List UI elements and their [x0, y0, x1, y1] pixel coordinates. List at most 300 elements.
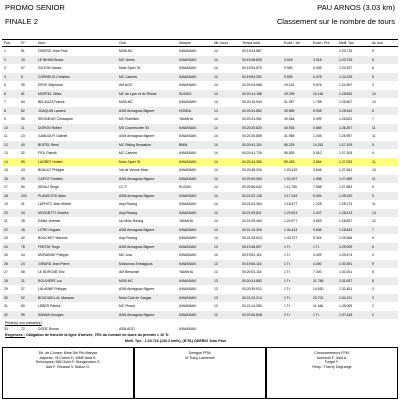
timekeepers-label: Chronometreurs FFM:: [314, 351, 350, 355]
table-row: [2, 115, 398, 124]
cell-gap-first: 1 Tr.: [284, 278, 291, 283]
cell-gap-prev: 1.035: [313, 134, 322, 138]
col-gap-prev: Ecart / Pré: [313, 41, 330, 45]
cell-brand: YAMAHA: [179, 270, 194, 274]
col-best-lap-number: Au tour: [372, 41, 384, 45]
cell-gap-first: 2 Tr.: [284, 312, 291, 317]
col-number: N°: [21, 41, 25, 45]
cell-brand: KAWASAKI: [179, 202, 197, 206]
ffm-delegate-box: [134, 347, 266, 399]
cell-gap-first: 56.839: [284, 151, 295, 155]
cell-club: ASM Armagnac Bigorre: [119, 176, 155, 181]
race-adjoints: Adjoints : M.Cohen D. MME Asta S.: [39, 355, 97, 360]
cell-best-lap-number: 4: [372, 151, 374, 155]
cell-best-lap-number: 14: [372, 210, 376, 215]
cell-name: CORNELIS Christian: [38, 74, 70, 79]
cell-total-time: 00:20:39.512: [242, 287, 262, 291]
cell-laps: 14: [214, 142, 218, 147]
cell-number: 58: [21, 270, 25, 274]
cell-club: ASM Armagnac Bigorre: [119, 134, 155, 138]
cell-total-time: 00:20:15.944: [242, 100, 262, 104]
cell-pos: 17: [4, 185, 8, 189]
cell-club: MC Jura: [119, 253, 132, 257]
cell-total-time: 00:21:02.136: [242, 193, 262, 198]
cell-brand: KAWASAKI: [179, 49, 197, 53]
cell-brand: KAWASAKI: [179, 100, 197, 104]
cell-gap-first: 9.505: [284, 74, 293, 79]
cell-brand: KAWASAKI: [179, 287, 197, 291]
cell-brand: HONDA: [179, 108, 192, 113]
cell-number: 29: [21, 176, 25, 181]
cell-gap-first: 40.064: [284, 117, 295, 121]
cell-name: GANDOLFI Gabriel: [38, 134, 68, 138]
cell-club: ASM Armagnac Bigorre: [119, 244, 155, 249]
table-row: [2, 200, 398, 209]
cell-best-lap-number: 7: [372, 227, 374, 232]
cell-gap-first: 1 Tr.: [284, 253, 291, 257]
cell-club: ASM Armagnac Bigorre: [119, 287, 155, 291]
cell-name: LEBER Patrick: [38, 304, 61, 308]
cell-club: Moto Club de Gargas: [119, 295, 152, 300]
col-gap-first: Ecart / 1er: [284, 41, 301, 45]
table-row: [2, 132, 398, 141]
cell-best-lap: 1:28.557: [339, 219, 353, 223]
cell-club: ASM Armagnac Bigorre: [119, 108, 155, 113]
cell-laps: 13: [214, 244, 218, 249]
cell-pos: 32: [4, 312, 8, 317]
cell-best-lap: 1:31.637: [339, 278, 353, 283]
cell-name: SEHAJ Serge: [38, 185, 59, 189]
cell-pos: 14: [4, 159, 8, 164]
col-pos: Pos.: [4, 41, 12, 45]
cell-best-lap-number: 11: [372, 134, 376, 138]
cell-best-lap-number: 9: [372, 261, 374, 266]
cell-pos: 22: [4, 227, 8, 232]
cell-best-lap-number: 4: [372, 253, 374, 257]
cell-total-time: 00:20:48.026: [242, 168, 262, 172]
cell-number: 200: [21, 193, 27, 198]
timekeepers-names: Acevedo F. Julia A.: [316, 355, 348, 360]
cell-total-time: 00:20:24.951: [242, 117, 262, 121]
cell-best-lap-number: 6: [372, 244, 374, 249]
cell-name: FRETAY Hugo: [38, 244, 60, 249]
cell-total-time: 00:21:14.380: [242, 304, 262, 308]
cell-best-lap-number: 6: [372, 66, 374, 70]
cell-gap-prev: 14.261: [313, 142, 324, 147]
cell-best-lap: 1:35.069: [339, 304, 353, 308]
cell-gap-prev: 23.702: [313, 295, 324, 300]
cell-brand: KAWASAKI: [179, 57, 197, 62]
cell-best-lap-number: 12: [372, 219, 376, 223]
cell-best-lap-number: 8: [372, 278, 374, 283]
cell-name: LE BIHAN Bruno: [38, 57, 64, 62]
cell-gap-prev: 4.000: [313, 261, 322, 266]
cell-best-lap: 1:27.105: [339, 151, 353, 155]
cell-number: 50: [21, 185, 25, 189]
cell-laps: 13: [214, 304, 218, 308]
cell-total-time: 00:20:41.726: [242, 151, 262, 155]
cell-laps: 14: [214, 227, 218, 232]
race-director: Dir. de Course: Mme Del Rio Maryse: [38, 351, 98, 355]
cell-pos: 19: [4, 202, 8, 206]
table-row: [2, 285, 398, 294]
cell-brand: KAWASAKI: [179, 168, 197, 172]
cell-name: DRYE Stéphane: [38, 83, 63, 87]
cell-brand: KAWASAKI: [179, 278, 197, 283]
cell-laps: 13: [214, 253, 218, 257]
cell-total-time: 00:21:09.464: [242, 219, 262, 223]
cell-best-lap-number: 2: [372, 295, 374, 300]
cell-pos: 9: [4, 117, 6, 121]
cell-brand: KAWASAKI: [179, 159, 197, 164]
cell-name: ROUVIERE Luc: [38, 278, 63, 283]
cell-gap-prev: 3.918: [313, 57, 322, 62]
cell-number: 34: [21, 210, 25, 215]
cell-gap-first: 1 Tr.: [284, 244, 291, 249]
cell-brand: KAWASAKI: [179, 125, 197, 130]
cell-club: MC Cannes: [119, 74, 137, 79]
cell-number: 60: [21, 304, 25, 308]
cell-club: MC Picard: [119, 304, 135, 308]
cell-gap-first: 41.968: [284, 134, 295, 138]
cell-number: 44: [21, 253, 25, 257]
cell-brand: SUZUKI: [179, 91, 192, 96]
timekeepers-names-2: Forget F.: [324, 360, 340, 365]
cell-laps: 14: [214, 236, 218, 240]
cell-total-time: 00:19:44.887: [242, 49, 262, 53]
cell-number: 78: [21, 244, 25, 249]
cell-name: JOAQUIN Laurent: [38, 108, 66, 113]
cell-total-time: 00:21:19.300: [242, 227, 262, 232]
cell-number: 39: [21, 83, 25, 87]
race-technicians: Techniques: MM Guier F. Bongiovanni G.: [35, 360, 101, 365]
cell-total-time: 00:21:28.624: [242, 236, 262, 240]
cell-name: BOITEL Rémi: [38, 142, 59, 147]
cell-pos: 5: [4, 83, 6, 87]
cell-laps: 14: [214, 193, 218, 198]
cell-brand: SUZUKI: [179, 185, 192, 189]
cell-total-time: 00:20:04.068: [242, 83, 262, 87]
cell-number: 23: [21, 134, 25, 138]
table-row: [2, 243, 398, 252]
cell-laps: 14: [214, 134, 218, 138]
cell-gap-first: 59.493: [284, 159, 295, 164]
cell-number: 92: [21, 295, 25, 300]
table-row: [2, 107, 398, 116]
cell-name: SEIGNEUR Christophe: [38, 117, 74, 121]
cell-best-lap-number: 10: [372, 100, 376, 104]
cell-gap-first: 1:43.737: [284, 236, 298, 240]
cell-best-lap: 1:29.366: [339, 236, 353, 240]
cell-total-time: 00:19:56.116: [242, 261, 262, 266]
cell-laps: 14: [214, 159, 218, 164]
cell-gap-first: 29.299: [284, 91, 295, 96]
cell-gap-first: 1:34.413: [284, 227, 298, 232]
table-row: [2, 277, 398, 286]
cell-pos: 21: [4, 219, 8, 223]
table-row: [2, 226, 398, 235]
cell-pos: 10: [4, 125, 8, 130]
cell-gap-prev: 6.065: [313, 66, 322, 70]
cell-pos: 33: [4, 327, 8, 331]
cell-pos: 28: [4, 278, 8, 283]
cell-best-lap: 1:25.942: [339, 108, 353, 113]
cell-club: MGB MC: [119, 278, 133, 283]
cell-laps: 14: [214, 210, 218, 215]
cell-club: MGB MC: [119, 49, 133, 53]
cell-gap-prev: 1.758: [313, 100, 322, 104]
cell-gap-first: 1:17.249: [284, 193, 298, 198]
cell-laps: 13: [214, 270, 218, 274]
cell-total-time: 00:19:54.870: [242, 66, 262, 70]
cell-number: 24: [21, 261, 25, 266]
cell-best-lap-number: 7: [372, 117, 374, 121]
cell-pos: 12: [4, 142, 8, 147]
cell-gap-prev: 10.118: [313, 91, 324, 96]
cell-laps: 14: [214, 49, 218, 53]
cell-club: MC Yerres: [119, 57, 135, 62]
cell-pos: 25: [4, 253, 8, 257]
cell-laps: 14: [214, 66, 218, 70]
cell-total-time: 00:21:03.364: [242, 202, 262, 206]
cell-best-lap: 1:37.448: [339, 312, 353, 317]
requirements-line: [5, 333, 169, 338]
delegate-name: M Tracy Lawrence: [185, 355, 215, 360]
cell-club: Aspi Racing: [119, 210, 138, 215]
table-row: [2, 192, 398, 201]
cell-total-time: 00:20:25.820: [242, 125, 262, 130]
cell-name: DANA Jeremie: [38, 219, 61, 223]
cell-brand: KAWASAKI: [179, 295, 197, 300]
cell-laps: 14: [214, 117, 218, 121]
cell-best-lap: 1:24.597: [339, 83, 353, 87]
cell-club: ASM Armagnac Bigorre: [119, 193, 155, 198]
cell-total-time: 00:20:24.882: [242, 278, 262, 283]
cell-best-lap: 1:25.842: [339, 91, 353, 96]
cell-club: Val de Vienne Moto: [119, 168, 149, 172]
cell-best-lap: 1:28.413: [339, 210, 353, 215]
cell-club: Aspi Racing: [119, 202, 138, 206]
cell-best-lap: 1:30.261: [339, 270, 353, 274]
cell-total-time: 00:20:44.380: [242, 159, 262, 164]
cell-best-lap-number: 2: [372, 287, 374, 291]
cell-best-lap: 1:27.661: [339, 168, 353, 172]
cell-club: Aspi Racing: [119, 236, 138, 240]
cell-club: MC Riding Sensation: [119, 142, 151, 147]
cell-club: AM AGO: [119, 83, 133, 87]
requirements-label: Exigences :: [5, 333, 25, 337]
cell-pos: 1: [4, 49, 6, 53]
non-starters-title: Pilote(s) non partant(s): [5, 321, 42, 325]
cell-brand: KAWASAKI: [179, 261, 197, 266]
cell-brand: KAWASAKI: [179, 227, 197, 232]
cell-number: 82: [21, 108, 25, 113]
cell-best-lap-number: 4: [372, 236, 374, 240]
cell-club: Moto Sport 76: [119, 159, 141, 164]
cell-gap-first: 1 Tr.: [284, 304, 291, 308]
cell-pos: 27: [4, 270, 8, 274]
cell-gap-prev: 14.630: [313, 287, 324, 291]
cell-pos: 7: [4, 100, 6, 104]
cell-best-lap-number: 5: [372, 270, 374, 274]
cell-laps: 14: [214, 100, 218, 104]
cell-number: 21: [21, 278, 25, 283]
table-row: [2, 158, 398, 167]
cell-name: MORTEL Gilles: [38, 91, 62, 96]
cell-gap-first: 1:24.577: [284, 219, 298, 223]
cell-pos: 6: [4, 91, 6, 96]
requirements-text: Obligation de franchir la ligne d'arrivée, 75% du nombre de tours du premier = 10 Tr.: [25, 333, 170, 337]
cell-gap-first: 31.057: [284, 100, 295, 104]
table-row: [2, 302, 398, 311]
cell-gap-first: 9.983: [284, 66, 293, 70]
cell-best-lap-number: 8: [372, 57, 374, 62]
cell-gap-first: 1 Tr.: [284, 261, 291, 266]
cell-brand: KAWASAKI: [179, 236, 197, 240]
cell-club: MC Rumillien: [119, 117, 140, 121]
cell-number: 32: [21, 151, 25, 155]
cell-pos: 8: [4, 108, 6, 113]
cell-laps: 13: [214, 287, 218, 291]
cell-best-lap-number: 2: [372, 312, 374, 317]
cell-total-time: 00:20:26.855: [242, 134, 262, 138]
cell-best-lap: 1:30.391: [339, 261, 353, 266]
cell-gap-prev: 1 Tr.: [313, 312, 320, 317]
race-technicians-2: Ade F. Roussel V. Boiton G.: [45, 365, 91, 370]
cell-club: ASM Armagnac Bigorre: [119, 312, 155, 317]
cell-number: 64: [21, 100, 25, 104]
cell-gap-prev: 0.869: [313, 125, 322, 130]
cell-laps: 14: [214, 168, 218, 172]
cell-club: Up Moto Racing: [119, 219, 144, 223]
cell-gap-first: 1 Tr.: [284, 287, 291, 291]
cell-best-lap: 1:27.489: [339, 176, 353, 181]
timekeepers-box: [266, 347, 398, 399]
cell-best-lap: 1:27.093: [339, 159, 353, 164]
cell-best-lap-number: 11: [372, 202, 376, 206]
cell-total-time: 00:19:48.805: [242, 57, 262, 62]
col-club: Club: [119, 41, 127, 45]
table-row: [2, 141, 398, 150]
cell-brand: KAWASAKI: [179, 312, 197, 317]
cell-laps: 14: [214, 74, 218, 79]
cell-best-lap: 1:28.190: [339, 193, 353, 198]
cell-gap-first: 1 Tr.: [284, 295, 291, 300]
cell-best-lap: 1:24.297: [339, 66, 353, 70]
table-row: [2, 175, 398, 184]
table-row: [2, 251, 398, 260]
cell-name: LAPHITZ Jean Michel: [38, 202, 71, 206]
cell-name: LUDRET Hubert: [38, 159, 63, 164]
cell-total-time: 00:19:52.116: [242, 253, 262, 257]
table-row: [2, 311, 398, 320]
cell-brand: KAWASAKI: [179, 134, 197, 138]
cell-laps: 14: [214, 185, 218, 189]
cell-number: 28: [21, 219, 25, 223]
cell-name: SANNA Georges: [38, 312, 64, 317]
cell-best-lap: 1:23.733: [339, 57, 353, 62]
cell-laps: 14: [214, 125, 218, 130]
cell-name: MORANGE Philippe: [38, 253, 69, 257]
cell-number: 42: [21, 236, 25, 240]
cell-gap-prev: 8.908: [313, 108, 322, 113]
cell-name: LALANNE Philippe: [38, 287, 67, 291]
cell-laps: 14: [214, 57, 218, 62]
cell-brand: KAWASAKI: [179, 244, 197, 249]
table-row: [2, 260, 398, 269]
table-row: [2, 268, 398, 277]
cell-brand: KAWASAKI: [179, 66, 197, 70]
cell-pos: 11: [4, 134, 8, 138]
cell-best-lap-number: 3: [372, 83, 374, 87]
cell-pos: 18: [4, 193, 8, 198]
cell-pos: 15: [4, 168, 8, 172]
cell-brand: KAWASAKI: [179, 304, 197, 308]
cell-brand: KAWASAKI: [179, 176, 197, 181]
cell-name: PLAWICZYK Alain: [38, 193, 66, 198]
cell-laps: 13: [214, 261, 218, 266]
race-direction-box: [2, 347, 134, 399]
cell-gap-first: 1 Tr.: [284, 270, 291, 274]
event-session: FINALE 2: [5, 17, 38, 26]
table-row: [2, 217, 398, 226]
cell-name: BOAULT Philippe: [38, 168, 65, 172]
cell-best-lap-number: 9: [372, 193, 374, 198]
cell-club: ASM Armagnac Bigorre: [119, 227, 155, 232]
cell-brand: KAWASAKI: [179, 253, 197, 257]
best-lap-summary: Meill. Tps : 1:23.716 (130.2 km/h), (N°51) ODERIO Jean Paul: [125, 339, 226, 343]
cell-best-lap: 1:25.957: [339, 134, 353, 138]
cell-total-time: 00:20:06.848: [242, 312, 262, 317]
cell-name: BOUDUELLAL Mansour: [38, 295, 75, 300]
cell-brand: KAWASAKI: [179, 83, 197, 87]
cell-number: 55: [21, 117, 25, 121]
cell-number: 37: [21, 287, 25, 291]
cell-gap-prev: 1.228: [313, 202, 322, 206]
cell-laps: 14: [214, 202, 218, 206]
cell-pos: 3: [4, 66, 6, 70]
cell-total-time: 00:21:05.811: [242, 210, 262, 215]
table-row: [2, 234, 398, 243]
cell-laps: 14: [214, 91, 218, 96]
table-row: [2, 98, 398, 107]
cell-number: 61: [21, 91, 25, 96]
cell-brand: KAWASAKI: [179, 327, 197, 331]
cell-laps: 14: [214, 219, 218, 223]
cell-gap-prev: 7.000: [313, 270, 322, 274]
cell-club: MS Courneuvien 93: [119, 125, 149, 130]
cell-name: BOUCHET Maurice: [38, 236, 68, 240]
cell-total-time: 00:20:03.116: [242, 270, 262, 274]
col-total-time: Temps total: [242, 41, 260, 45]
cell-number: 40: [21, 142, 25, 147]
cell-gap-prev: 3.309: [313, 253, 322, 257]
cell-gap-first: 1:04.197: [284, 176, 298, 181]
cell-best-lap: 1:26.297: [339, 125, 353, 130]
cell-total-time: 00:21:03.214: [242, 295, 262, 300]
cell-best-lap-number: 11: [372, 125, 376, 130]
cell-pos: 16: [4, 176, 8, 181]
cell-brand: BMW: [179, 142, 188, 147]
col-laps: Nb. tours: [214, 41, 229, 45]
table-row: [2, 166, 398, 175]
cell-gap-first: 1:20.924: [284, 210, 298, 215]
cell-best-lap-number: 11: [372, 159, 376, 164]
cell-gap-prev: 7.558: [313, 185, 322, 189]
cell-number: 6: [21, 74, 23, 79]
cell-gap-prev: 2.447: [313, 210, 322, 215]
cell-best-lap: 1:34.221: [339, 295, 353, 300]
